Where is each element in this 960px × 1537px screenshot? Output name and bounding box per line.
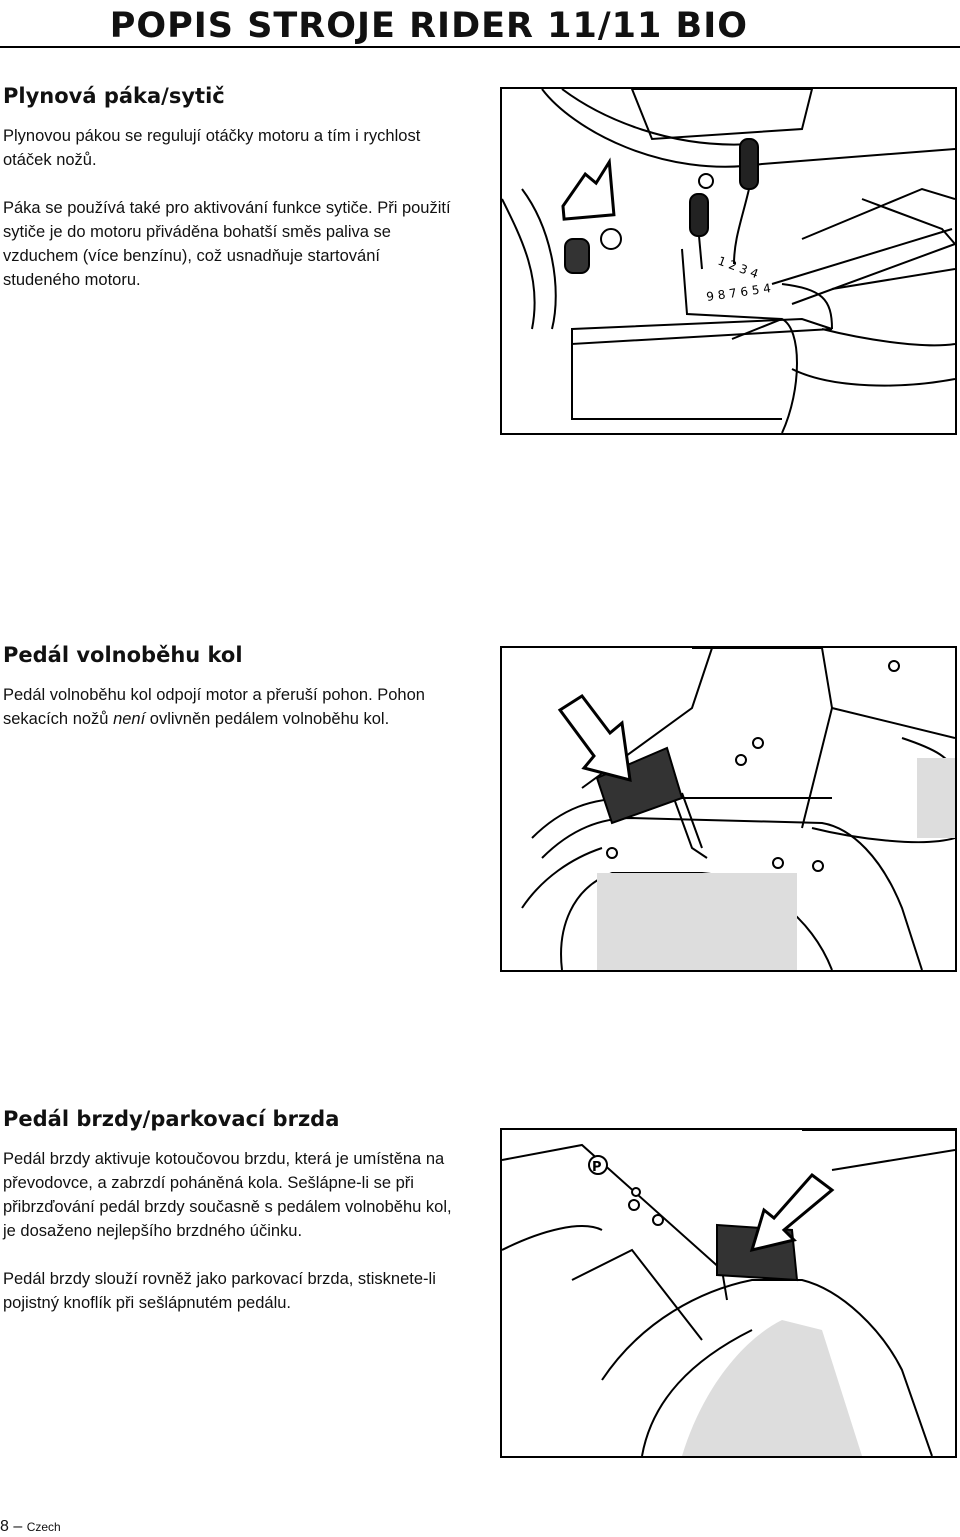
section-paragraph: Pedál brzdy aktivuje kotoučovou brzdu, která je umístěna na převodovce, a zabrzdí poháněná kola. Sešlápne-li se při přibrzďování pedál brzdy současně s pedálem volnoběhu kol, je dosaženo nejlepšího brzdného účinku. bbox=[3, 1150, 452, 1240]
section-paragraph: Pedál volnoběhu kol odpojí motor a přeruší pohon. Pohon sekacích nožů není ovlivněn pedálem volnoběhu kol. bbox=[3, 686, 425, 728]
throttle-lever-illustration bbox=[502, 89, 955, 433]
freewheel-pedal-illustration bbox=[502, 648, 955, 970]
brake-pedal-figure bbox=[500, 1128, 957, 1458]
brake-pedal-illustration bbox=[502, 1130, 955, 1456]
pointer-arrow-icon bbox=[752, 1175, 832, 1250]
section-brake-pedal bbox=[3, 1107, 458, 1339]
pointer-arrow-icon bbox=[560, 696, 630, 780]
freewheel-pedal-figure bbox=[500, 646, 957, 972]
emphasis-text: není bbox=[113, 710, 146, 728]
section-paragraph: Páka se používá také pro aktivování funkce sytiče. Při použití sytiče je do motoru přiváděna bohatší směs paliva se vzduchem (více benzínu), což usnadňuje startování studeného motoru. bbox=[3, 199, 451, 289]
throttle-scale-top: 1 2 3 4 bbox=[715, 253, 761, 282]
throttle-scale-bottom: 9 8 7 6 5 4 bbox=[705, 281, 772, 304]
section-heading: Plynová páka/sytič bbox=[3, 84, 225, 108]
section-paragraph: Plynovou pákou se regulují otáčky motoru a tím i rychlost otáček nožů. bbox=[3, 127, 421, 169]
title-rule bbox=[0, 46, 960, 48]
footer-language: Czech bbox=[26, 1520, 61, 1534]
page-number: 8 bbox=[0, 1518, 9, 1535]
pointer-arrow-icon bbox=[559, 162, 613, 219]
section-paragraph: Pedál brzdy slouží rovněž jako parkovací brzda, stisknete-li pojistný knoflík při sešlápnutém pedálu. bbox=[3, 1270, 436, 1312]
page-footer: 8 – Czech bbox=[0, 1518, 61, 1535]
section-throttle-choke bbox=[3, 84, 458, 316]
throttle-lever-figure bbox=[500, 87, 957, 435]
section-freewheel-pedal bbox=[3, 643, 458, 755]
page-title: POPIS STROJE RIDER 11/11 BIO bbox=[109, 6, 748, 46]
section-heading: Pedál volnoběhu kol bbox=[3, 643, 243, 667]
parking-brake-symbol: P bbox=[592, 1160, 602, 1175]
section-heading: Pedál brzdy/parkovací brzda bbox=[3, 1107, 340, 1131]
